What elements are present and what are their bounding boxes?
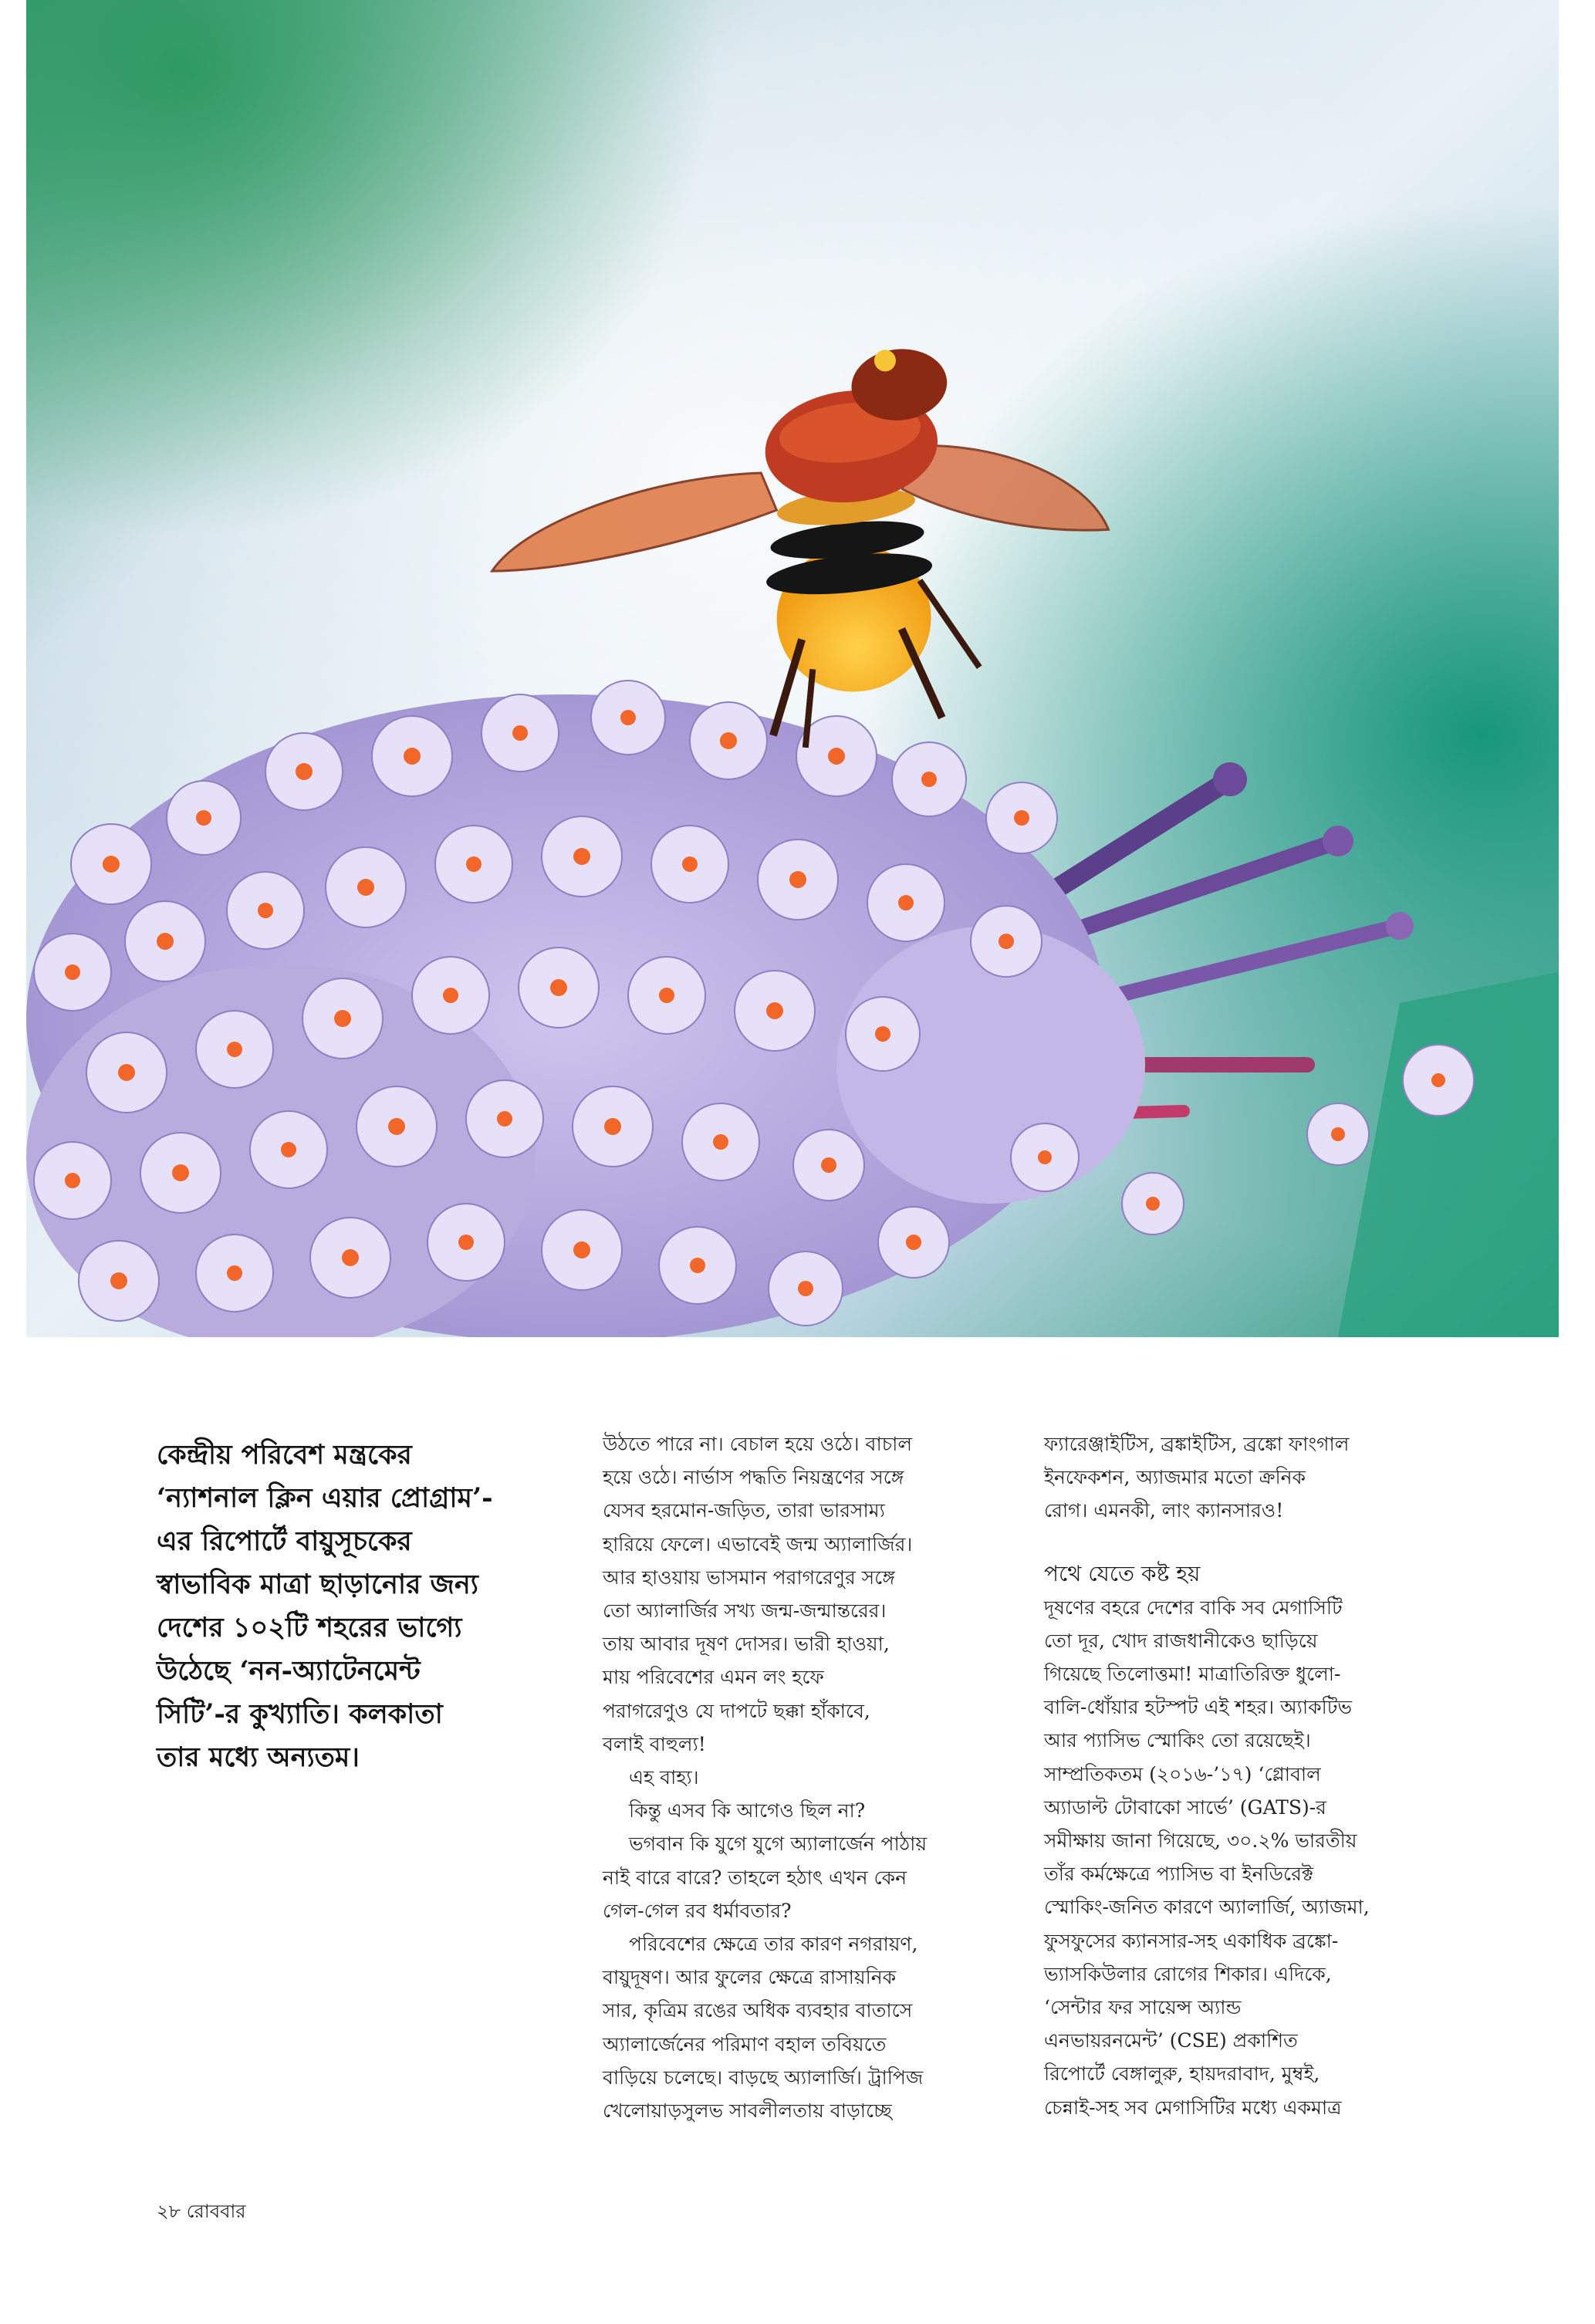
body-line: তায় আবার দূষণ দোসর। ভারী হাওয়া, (603, 1633, 890, 1656)
body-line: তাঁর কর্মক্ষেত্রে প্যাসিভ বা ইনডিরেক্ট (1044, 1863, 1313, 1886)
body-line: যেসব হরমোন-জড়িত, তারা ভারসাম্য (603, 1499, 885, 1522)
body-line: গেল-গেল রব ধর্মাবতার? (603, 1899, 792, 1922)
body-line: বলাই বাহুল্য! (603, 1732, 706, 1755)
body-line: পরাগরেণুও যে দাপটে ছক্কা হাঁকাবে, (603, 1699, 870, 1722)
body-line: মায় পরিবেশের এমন লং হফে (603, 1666, 824, 1689)
body-line: এহ বাহ্য। (629, 1766, 699, 1789)
pullquote-line: এর রিপোর্টে বায়ুসূচকের (157, 1525, 412, 1557)
body-line: হয়ে ওঠে। নার্ভাস পদ্ধতি নিয়ন্ত্রণের সঙ্গে (603, 1466, 904, 1489)
body-line: হারিয়ে ফেলে। এভাবেই জন্ম অ্যালার্জির। (603, 1532, 913, 1556)
body-line: চেন্নাই-সহ সব মেগাসিটির মধ্যে একমাত্র (1044, 2096, 1342, 2119)
body-line: ভ্যাসকিউলার রোগের শিকার। এদিকে, (1044, 1962, 1332, 1985)
body-line: বালি-ধোঁয়ার হটস্পট এই শহর। অ্যাকটিভ (1044, 1696, 1353, 1719)
body-line: সার, কৃত্রিম রঙের অধিক ব্যবহার বাতাসে (603, 1999, 913, 2022)
article-column-3 (1044, 1427, 1445, 2124)
body-line: ভগবান কি যুগে যুগে অ্যালার্জেন পাঠায় (629, 1833, 928, 1856)
pullquote-line: স্বাভাবিক মাত্রা ছাড়ানোর জন্য (157, 1569, 478, 1600)
body-line: গিয়েছে তিলোত্তমা! মাত্রাতিরিক্ত ধুলো- (1044, 1663, 1341, 1686)
body-line: আর হাওয়ায় ভাসমান পরাগরেণুর সঙ্গে (603, 1566, 895, 1589)
body-line: ফ্যারেঞ্জাইটিস, ব্রঙ্কাইটিস, ব্রঙ্কো ফাংগাল (1044, 1433, 1350, 1455)
body-line: দূষণের বহরে দেশের বাকি সব মেগাসিটি (1044, 1596, 1343, 1619)
pullquote (157, 1434, 535, 1779)
body-line: অ্যালার্জেনের পরিমাণ বহাল তবিয়তে (603, 2032, 887, 2055)
pullquote-line: সিটি’-র কুখ্যাতি। কলকাতা (157, 1698, 443, 1730)
body-line: অ্যাডাল্ট টোবাকো সার্ভে’ (GATS)-র (1044, 1795, 1326, 1819)
body-line: তো অ্যালার্জির সখ্য জন্ম-জন্মান্তরের। (603, 1599, 887, 1623)
body-line: রোগ। এমনকী, লাং ক্যানসারও! (1044, 1499, 1284, 1522)
body-line: এনভায়রনমেন্ট’ (CSE) প্রকাশিত (1044, 2029, 1298, 2052)
page-folio: ২৮ রোববার (157, 2201, 246, 2222)
body-line: রিপোর্টে বেঙ্গালুরু, হায়দরাবাদ, মুম্বই, (1044, 2062, 1320, 2086)
body-line: ইনফেকশন, অ্যাজমার মতো ক্রনিক (1044, 1466, 1306, 1489)
body-line: খেলোয়াড়সুলভ সাবলীলতায় বাড়াচ্ছে (603, 2099, 892, 2123)
pullquote-line: কেন্দ্রীয় পরিবেশ মন্ত্রকের (157, 1439, 412, 1471)
article-column-2 (603, 1427, 1004, 2127)
body-line: ‘সেন্টার ফর সায়েন্স অ্যান্ড (1044, 1996, 1242, 2019)
pullquote-line: তার মধ্যে অন্যতম। (157, 1741, 360, 1773)
body-line: স্মোকিং-জনিত কারণে অ্যালার্জি, অ্যাজমা, (1044, 1896, 1370, 1919)
pullquote-line: ‘ন্যাশনাল ক্লিন এয়ার প্রোগ্রাম’- (157, 1482, 493, 1514)
body-line: সমীক্ষায় জানা গিয়েছে, ৩০.২% ভারতীয় (1044, 1829, 1357, 1853)
body-line: সাম্প্রতিকতম (২০১৬-’১৭) ‘গ্লোবাল (1044, 1762, 1321, 1785)
pullquote-line: দেশের ১০২টি শহরের ভাগ্যে (157, 1612, 462, 1643)
body-line: কিন্তু এসব কি আগেও ছিল না? (629, 1799, 866, 1822)
body-line: আর প্যাসিভ স্মোকিং তো রয়েছেই। (1044, 1729, 1311, 1752)
body-line: উঠতে পারে না। বেচাল হয়ে ওঠে। বাচাল (603, 1433, 913, 1455)
body-line: ফুসফুসের ক্যানসার-সহ একাধিক ব্রঙ্কো- (1044, 1929, 1339, 1952)
pullquote-line: উঠেছে ‘নন-অ্যাটেনমেন্ট (157, 1655, 421, 1687)
section-subhead: পথে যেতে কষ্ট হয় (1044, 1560, 1201, 1586)
hoverfly-on-flowers-photo (26, 0, 1559, 1337)
photo-illustration (26, 0, 1559, 1337)
body-line: তো দূর, খোদ রাজধানীকেও ছাড়িয়ে (1044, 1629, 1318, 1652)
body-line: নাই বারে বারে? তাহলে হঠাৎ এখন কেন (603, 1866, 907, 1889)
body-line: পরিবেশের ক্ষেত্রে তার কারণ নগরায়ণ, (629, 1933, 918, 1956)
body-line: বাড়িয়ে চলেছে। বাড়ছে অ্যালার্জি। ট্রাপিজ (603, 2066, 924, 2089)
body-line: বায়ুদূষণ। আর ফুলের ক্ষেত্রে রাসায়নিক (603, 1966, 897, 1989)
